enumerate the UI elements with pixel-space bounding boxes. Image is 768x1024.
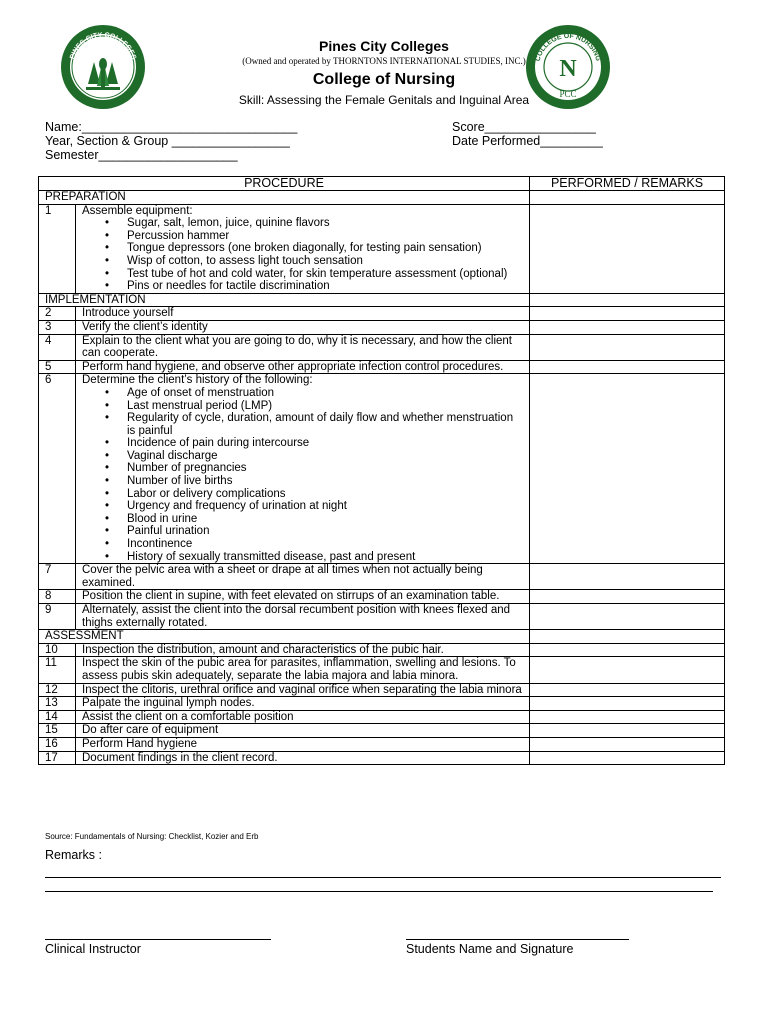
remarks-cell[interactable] <box>530 710 725 724</box>
clinical-instructor-label: Clinical Instructor <box>45 942 141 956</box>
step-text: Assist the client on a comfortable position <box>76 710 530 724</box>
remarks-cell[interactable] <box>530 191 725 205</box>
right-seal-text: COLLEGE OF NURSING <box>534 32 602 63</box>
list-item: • Pins or needles for tactile discrimination <box>127 280 523 293</box>
remarks-cell[interactable] <box>530 643 725 657</box>
step-number: 13 <box>39 697 76 711</box>
step-label: Assemble equipment: <box>82 204 193 217</box>
step-text: Do after care of equipment <box>76 724 530 738</box>
list-item: • Urgency and frequency of urination at night <box>127 500 523 513</box>
remarks-cell[interactable] <box>530 564 725 590</box>
instructor-signature-line[interactable] <box>45 939 271 940</box>
department-title: College of Nursing <box>312 71 456 88</box>
remarks-cell[interactable] <box>530 737 725 751</box>
remarks-cell[interactable] <box>530 307 725 321</box>
list-item: • Percussion hammer <box>127 230 523 243</box>
step-number: 11 <box>39 657 76 683</box>
equipment-list <box>82 217 523 293</box>
step-number: 15 <box>39 724 76 738</box>
step-text <box>76 204 530 293</box>
step-text <box>76 374 530 564</box>
step-number: 8 <box>39 590 76 604</box>
step-text: Explain to the client what you are going to do, why it is necessary, and how the client can cooperate. <box>76 334 530 360</box>
list-item: • Tongue depressors (one broken diagonally, for testing pain sensation) <box>127 242 523 255</box>
step-number: 2 <box>39 307 76 321</box>
section-preparation: PREPARATION <box>39 191 530 205</box>
remarks-cell[interactable] <box>530 697 725 711</box>
student-signature-line[interactable] <box>406 939 629 940</box>
table-row <box>39 710 725 724</box>
performed-remarks-header: PERFORMED / REMARKS <box>530 177 725 191</box>
right-seal-letter: N <box>559 56 577 82</box>
remarks-cell[interactable] <box>530 724 725 738</box>
owned-by-line: (Owned and operated by THORNTONS INTERNATIONAL STUDIES, INC.) <box>242 56 526 66</box>
step-number: 7 <box>39 564 76 590</box>
table-row <box>39 683 725 697</box>
table-row <box>39 204 725 293</box>
step-number: 17 <box>39 751 76 765</box>
left-seal-text: PINES CITY COLLEGES <box>69 31 137 61</box>
list-item: • Number of live births <box>127 475 523 488</box>
procedure-header: PROCEDURE <box>39 177 530 191</box>
section-implementation: IMPLEMENTATION <box>39 293 530 307</box>
table-row <box>39 697 725 711</box>
remarks-cell[interactable] <box>530 293 725 307</box>
step-text: Cover the pelvic area with a sheet or drape at all times when not actually being examined. <box>76 564 530 590</box>
table-row <box>39 604 725 630</box>
step-text: Inspect the skin of the pubic area for parasites, inflammation, swelling and lesions. To assess pubis skin adequately, separate the labia majora and labia minora. <box>76 657 530 683</box>
student-name-signature-label: Students Name and Signature <box>406 942 574 956</box>
step-number: 4 <box>39 334 76 360</box>
remarks-cell[interactable] <box>530 657 725 683</box>
step-text: Palpate the inguinal lymph nodes. <box>76 697 530 711</box>
remarks-cell[interactable] <box>530 590 725 604</box>
remarks-cell[interactable] <box>530 374 725 564</box>
right-seal-initials: PCC <box>559 89 577 99</box>
section-row <box>39 293 725 307</box>
skill-title: Skill: Assessing the Female Genitals and Inguinal Area <box>238 93 530 107</box>
list-item: • Blood in urine <box>127 513 523 526</box>
list-item: • Incontinence <box>127 538 523 551</box>
step-text: Verify the client’s identity <box>76 320 530 334</box>
step-number: 10 <box>39 643 76 657</box>
step-text: Perform Hand hygiene <box>76 737 530 751</box>
step-text: Document findings in the client record. <box>76 751 530 765</box>
source-citation: Source: Fundamentals of Nursing: Checklist, Kozier and Erb <box>45 832 259 841</box>
list-item: • Regularity of cycle, duration, amount of daily flow and whether menstruation is painful <box>127 412 523 437</box>
step-label: Determine the client’s history of the following: <box>82 374 313 387</box>
college-name: Pines City Colleges <box>319 38 449 54</box>
table-row <box>39 751 725 765</box>
step-text: Perform hand hygiene, and observe other appropriate infection control procedures. <box>76 360 530 374</box>
step-number: 3 <box>39 320 76 334</box>
step-number: 5 <box>39 360 76 374</box>
list-item: • Test tube of hot and cold water, for skin temperature assessment (optional) <box>127 268 523 281</box>
table-row <box>39 590 725 604</box>
list-item: • Last menstrual period (LMP) <box>127 400 523 413</box>
list-item: • History of sexually transmitted disease, past and present <box>127 551 523 564</box>
remarks-cell[interactable] <box>530 360 725 374</box>
name-field[interactable]: Name:_______________________________ <box>45 120 298 134</box>
table-row <box>39 737 725 751</box>
remarks-line[interactable] <box>45 891 713 892</box>
score-field[interactable]: Score________________ <box>452 120 596 134</box>
table-row <box>39 643 725 657</box>
step-text: Position the client in supine, with feet elevated on stirrups of an examination table. <box>76 590 530 604</box>
remarks-cell[interactable] <box>530 630 725 644</box>
list-item: • Wisp of cotton, to assess light touch sensation <box>127 255 523 268</box>
list-item: • Age of onset of menstruation <box>127 387 523 400</box>
table-row <box>39 320 725 334</box>
section-row <box>39 191 725 205</box>
remarks-label: Remarks : <box>45 848 102 862</box>
table-row <box>39 307 725 321</box>
date-performed-field[interactable]: Date Performed_________ <box>452 134 603 148</box>
procedure-checklist-table <box>38 176 725 765</box>
step-text: Inspection the distribution, amount and characteristics of the pubic hair. <box>76 643 530 657</box>
remarks-cell[interactable] <box>530 683 725 697</box>
table-row <box>39 360 725 374</box>
remarks-cell[interactable] <box>530 334 725 360</box>
table-row <box>39 657 725 683</box>
remarks-cell[interactable] <box>530 751 725 765</box>
remarks-cell[interactable] <box>530 204 725 293</box>
list-item: • Labor or delivery complications <box>127 488 523 501</box>
step-text: Introduce yourself <box>76 307 530 321</box>
step-number: 9 <box>39 604 76 630</box>
step-number: 14 <box>39 710 76 724</box>
table-row <box>39 724 725 738</box>
list-item: • Vaginal discharge <box>127 450 523 463</box>
step-text: Alternately, assist the client into the dorsal recumbent position with knees flexed and thighs externally rotated. <box>76 604 530 630</box>
remarks-line[interactable] <box>45 877 721 878</box>
step-number: 1 <box>39 204 76 293</box>
table-row <box>39 564 725 590</box>
list-item: • Painful urination <box>127 525 523 538</box>
list-item: • Incidence of pain during intercourse <box>127 437 523 450</box>
history-list <box>82 387 523 563</box>
step-text: Inspect the clitoris, urethral orifice and vaginal orifice when separating the labia minora <box>76 683 530 697</box>
remarks-cell[interactable] <box>530 320 725 334</box>
step-number: 6 <box>39 374 76 564</box>
table-row <box>39 374 725 564</box>
year-section-group-field[interactable]: Year, Section & Group _________________ <box>45 134 290 148</box>
table-row <box>39 334 725 360</box>
step-number: 12 <box>39 683 76 697</box>
section-assessment: ASSESSMENT <box>39 630 530 644</box>
step-number: 16 <box>39 737 76 751</box>
list-item: • Sugar, salt, lemon, juice, quinine flavors <box>127 217 523 230</box>
semester-field[interactable]: Semester____________________ <box>45 148 238 162</box>
table-header-row <box>39 177 725 191</box>
remarks-cell[interactable] <box>530 604 725 630</box>
list-item: • Number of pregnancies <box>127 462 523 475</box>
section-row <box>39 630 725 644</box>
